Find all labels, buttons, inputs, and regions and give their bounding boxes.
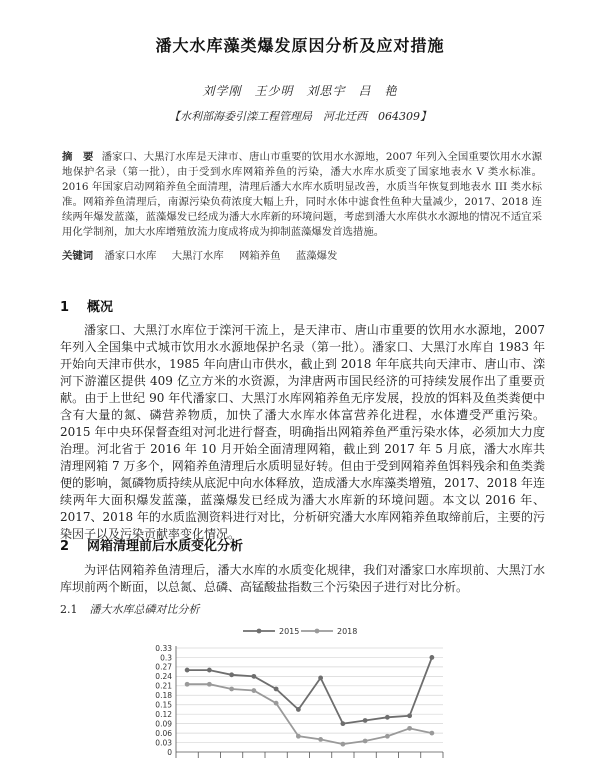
series-2015-point bbox=[207, 668, 212, 673]
keywords-label: 关键词 bbox=[62, 250, 94, 262]
legend-label: 2018 bbox=[337, 627, 358, 636]
abstract bbox=[62, 150, 542, 242]
y-tick-label: 0.24 bbox=[155, 672, 172, 682]
series-2015-point bbox=[296, 707, 301, 712]
subsection-2-1-heading bbox=[60, 601, 200, 617]
series-2015-point bbox=[385, 715, 390, 720]
series-2018-point bbox=[318, 737, 323, 742]
y-tick-label: 0 bbox=[167, 747, 172, 757]
series-2015-point bbox=[363, 718, 368, 723]
author-list: 刘学刚 王少明 刘思宇 吕 艳 bbox=[202, 84, 398, 98]
series-2018-point bbox=[296, 734, 301, 739]
abstract-text: 潘家口、大黑汀水库是天津市、唐山市重要的饮用水水源地，2007 年列入全国重要饮用水水源地保护名录（第一批），由于受到水库网箱养鱼的污染，潘大水库水质变了国家地表水 V 类水标准。2016 年国家启动网箱养鱼全面清理，清理后潘大水库水质明显改善，水质当年恢复到地表水 III 类水标准。网箱养鱼清理后，南源污染负荷浓度大幅上升，同时水体中滤食性鱼种大量减少，2017、2018 连续两年爆发蓝藻，蓝藻爆发已经成为潘大水库新的环境问题，考虑到潘大水库供水水源地的情况不适宜采用化学制剂，加大水库增殖放流力度成将成为抑制蓝藻爆发首选措施。 bbox=[62, 151, 542, 238]
series-2018-point bbox=[363, 739, 368, 744]
series-2015-point bbox=[318, 676, 323, 681]
section-1-heading bbox=[60, 296, 113, 315]
article-title: 潘大水库藻类爆发原因分析及应对措施 bbox=[155, 36, 445, 55]
series-2015-point bbox=[229, 672, 234, 677]
series-2015-line bbox=[187, 658, 432, 724]
y-tick-label: 0.21 bbox=[155, 681, 172, 691]
series-2018-point bbox=[407, 726, 412, 731]
series-2018-point bbox=[229, 687, 234, 692]
section-title: 概况 bbox=[87, 300, 114, 315]
series-2018-point bbox=[429, 731, 434, 736]
series-2015-point bbox=[185, 668, 190, 673]
y-tick-label: 0.18 bbox=[155, 691, 172, 701]
series-2018-point bbox=[185, 682, 190, 687]
total-phosphorus-line-chart bbox=[0, 620, 600, 769]
series-2015-point bbox=[407, 713, 412, 718]
section-2-body: 为评估网箱养鱼清理后，潘大水库的水质变化规律，我们对潘家口水库坝前、大黑汀水库坝前两个断面，以总氮、总磷、高锰酸盐指数三个污染因子进行对比分析。 bbox=[60, 563, 545, 594]
section-number: 2 bbox=[60, 539, 70, 554]
y-tick-label: 0.33 bbox=[155, 643, 172, 653]
abstract-label: 摘 要 bbox=[62, 151, 94, 163]
y-tick-label: 0.15 bbox=[155, 700, 172, 710]
section-1-body: 潘家口、大黑汀水库位于滦河干流上，是天津市、唐山市重要的饮用水水源地，2007 年列入全国集中式城市饮用水水源地保护名录（第一批）。潘家口、大黑汀水库自 1983 年开始向天津市供水，1985 年向唐山市供水，截止到 2018 年年底共向天津市、唐山市、滦河下游灌区提供 409 亿立方米的水资源，为津唐两市国民经济的可持续发展作出了重要贡献。由于上世纪 90 年代潘家口、大黑汀水库网箱养鱼无序发展，投放的饵料及鱼类粪便中含有大量的氮、磷营养物质，加快了潘大水库水体富营养化进程，水体遭受严重污染。2015 年中央环保督查组对河北进行督查，明确指出网箱养鱼严重污染水体，必须加大力度治理。河北省于 2016 年 10 月开始全面清理网箱，截止到 2017 年 5 月底，潘大水库共清理网箱 7 万多个，网箱养鱼清理后水质明显好转。但由于受到网箱养鱼饵料残余和鱼类粪便的影响，氮磷物质持续从底泥中向水体释放，造成潘大水库藻类增殖，2017、2018 年连续两年大面积爆发蓝藻，蓝藻爆发已经成为潘大水库新的环境问题。本文以 2016 年、2017、2018 年的水质监测资料进行对比，分析研究潘大水库网箱养鱼取缔前后，主要的污染因子以及污染贡献率变化情况。 bbox=[60, 323, 545, 541]
y-tick-label: 0.09 bbox=[155, 719, 172, 729]
legend-label: 2015 bbox=[279, 627, 300, 636]
y-tick-label: 0.03 bbox=[155, 738, 172, 748]
affiliation: 【水利部海委引滦工程管理局 河北迁西 064309】 bbox=[169, 110, 431, 123]
section-number: 1 bbox=[60, 300, 70, 315]
keyword: 蓝藻爆发 bbox=[295, 250, 338, 262]
series-2015-point bbox=[340, 721, 345, 726]
keyword: 大黑汀水库 bbox=[171, 250, 224, 262]
series-2018-point bbox=[207, 682, 212, 687]
series-2018-point bbox=[251, 688, 256, 693]
series-2018-point bbox=[385, 734, 390, 739]
section-2-heading bbox=[60, 535, 243, 554]
series-2015-point bbox=[251, 674, 256, 679]
keywords bbox=[62, 249, 542, 265]
section-title: 网箱清理前后水质变化分析 bbox=[87, 539, 244, 554]
series-2015-point bbox=[429, 655, 434, 660]
keyword: 网箱养鱼 bbox=[239, 250, 281, 262]
legend-swatch-marker bbox=[257, 629, 262, 634]
y-tick-label: 0.3 bbox=[160, 653, 172, 663]
series-2015-point bbox=[274, 687, 279, 692]
y-tick-label: 0.27 bbox=[155, 662, 172, 672]
y-tick-label: 0.06 bbox=[155, 728, 172, 738]
keyword: 潘家口水库 bbox=[104, 250, 157, 262]
series-2018-point bbox=[274, 701, 279, 706]
subsection-number: 2.1 bbox=[60, 603, 78, 616]
y-tick-label: 0.12 bbox=[155, 709, 172, 719]
subsection-title: 潘大水库总磷对比分析 bbox=[89, 603, 200, 616]
legend-swatch-marker bbox=[315, 629, 320, 634]
series-2018-point bbox=[340, 742, 345, 747]
